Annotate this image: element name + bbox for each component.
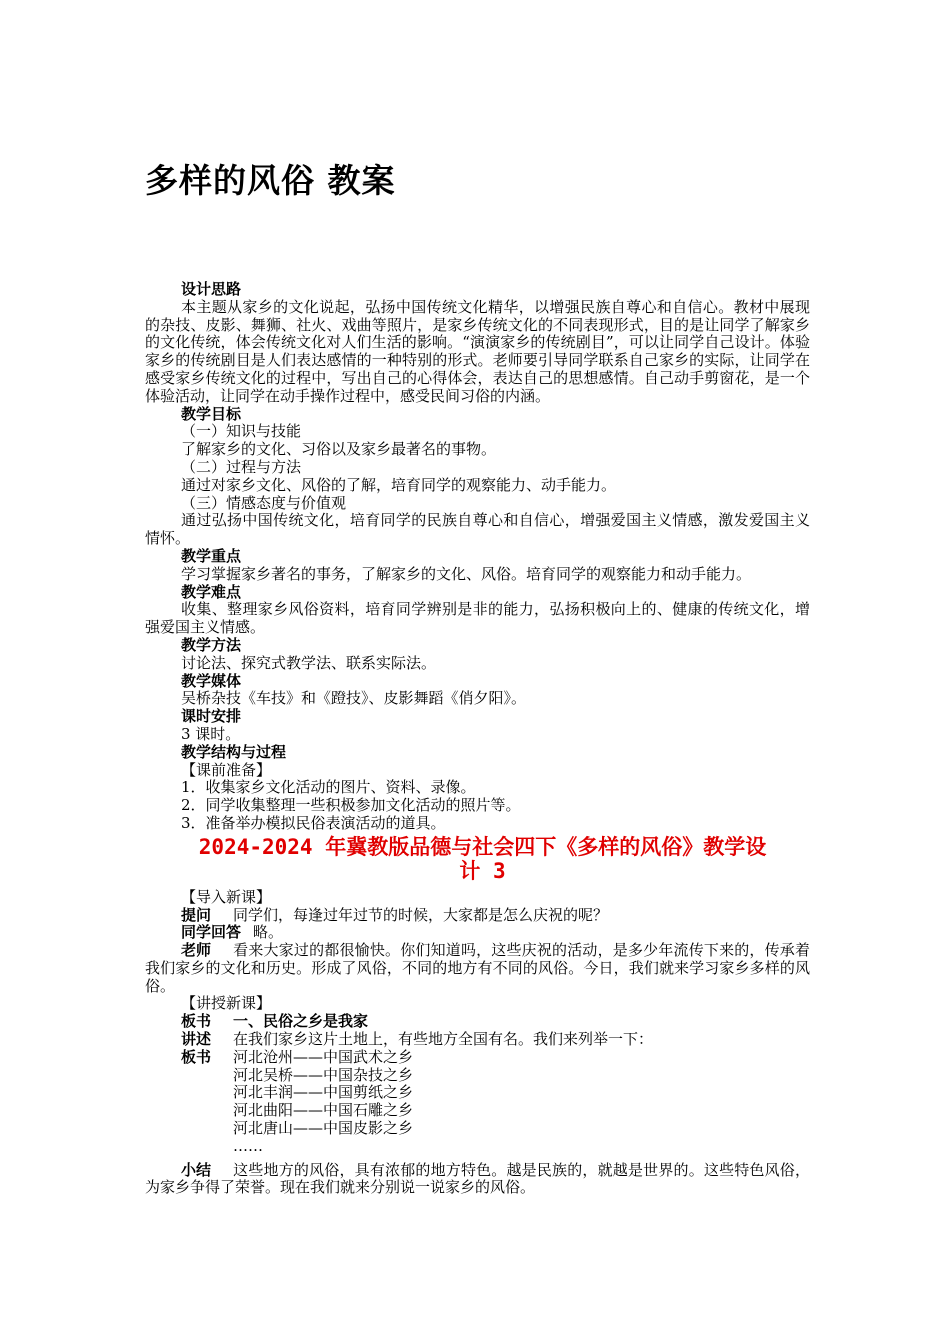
- difficulty-heading: 教学难点: [181, 582, 242, 601]
- board2-item: 河北曲阳——中国石雕之乡: [233, 1101, 414, 1120]
- media-heading: 教学媒体: [181, 671, 242, 690]
- prep-item: 1．收集家乡文化活动的图片、资料、录像。: [181, 778, 476, 797]
- intro-heading: 【导入新课】: [181, 887, 272, 906]
- goal2-title: （二）过程与方法: [181, 457, 302, 476]
- lecture-heading: 【讲授新课】: [181, 994, 272, 1013]
- explain-label: 讲述: [181, 1030, 212, 1049]
- ask-row: [145, 907, 810, 925]
- goal3-text: 通过弘扬中国传统文化，培育同学的民族自尊心和自信心，增强爱国主义情感，激发爱国主义情怀。: [145, 511, 810, 548]
- explain-row: [145, 1031, 810, 1049]
- document-body: [145, 281, 810, 1197]
- summary-label: 小结: [181, 1160, 212, 1179]
- goal1-title: （一）知识与技能: [181, 422, 302, 441]
- teacher-text: 看来大家过的都很愉快。你们知道吗，这些庆祝的活动，是多少年流传下来的，传承着我们家乡的文化和历史。形成了风俗，不同的地方有不同的风俗。今日，我们就来学习家乡多样的风俗。: [145, 941, 810, 995]
- teacher-label: 老师: [181, 941, 212, 960]
- answer-label: 同学回答: [181, 923, 242, 942]
- board2-item: ……: [233, 1136, 263, 1155]
- red-title-line1: 2024-2024 年冀教版品德与社会四下《多样的风俗》教学设: [198, 834, 767, 859]
- board2-item: 河北丰润——中国剪纸之乡: [233, 1083, 414, 1102]
- board2-item: 河北唐山——中国皮影之乡: [233, 1119, 414, 1138]
- board1-text: 一、民俗之乡是我家: [233, 1012, 369, 1031]
- board2-row: [145, 1049, 810, 1067]
- summary-text: 这些地方的风俗，具有浓郁的地方特色。越是民族的，就越是世界的。这些特色风俗，为家乡争得了荣誉。现在我们就来分别说一说家乡的风俗。: [145, 1160, 810, 1197]
- key-heading: 教学重点: [181, 546, 242, 565]
- prep-item: 2．同学收集整理一些积极参加文化活动的照片等。: [181, 796, 521, 815]
- red-title-line2: 计 3: [459, 858, 506, 883]
- media-text: 吴桥杂技《车技》和《蹬技》、皮影舞蹈《俏夕阳》。: [181, 689, 527, 708]
- key-text: 学习掌握家乡著名的事务，了解家乡的文化、风俗。培育同学的观察能力和动手能力。: [181, 564, 752, 583]
- board1-row: [145, 1013, 810, 1031]
- difficulty-text: 收集、整理家乡风俗资料，培育同学辨别是非的能力，弘扬积极向上的、健康的传统文化，增强爱国主义情感。: [145, 600, 810, 637]
- structure-heading: 教学结构与过程: [181, 742, 287, 761]
- design-text: 本主题从家乡的文化说起，弘扬中国传统文化精华，以增强民族自尊心和自信心。教材中展现的杂技、皮影、舞狮、社火、戏曲等照片，是家乡传统文化的不同表现形式，目的是让同学了解家乡的文化传统，体会传统文化对人们生活的影响。“演演家乡的传统剧目”，可以让同学自己设计。体验家乡的传统剧目是人们表达感情的一种特别的形式。老师要引导同学联系自己家乡的实际，让同学在感受家乡传统文化的过程中，写出自己的心得体会，表达自己的思想感情。自己动手剪窗花，是一个体验活动，让同学在动手操作过程中，感受民间习俗的内涵。: [145, 297, 810, 405]
- goal3-title: （三）情感态度与价值观: [181, 493, 347, 512]
- page-title: 多样的风俗 教案: [145, 161, 396, 200]
- design-heading: 设计思路: [181, 280, 242, 298]
- board2-item: 河北沧州——中国武术之乡: [233, 1047, 414, 1066]
- board2-label: 板书: [181, 1047, 212, 1066]
- goal2-text: 通过对家乡文化、风俗的了解，培育同学的观察能力、动手能力。: [181, 475, 617, 494]
- goal1-text: 了解家乡的文化、习俗以及家乡最著名的事物。: [181, 440, 497, 459]
- summary-paragraph: [145, 1162, 810, 1198]
- answer-text: 略。: [253, 923, 284, 942]
- hours-text: 3 课时。: [181, 724, 241, 743]
- red-banner-title: [145, 835, 810, 883]
- prep-heading: 【课前准备】: [181, 760, 272, 779]
- board2-item: 河北吴桥——中国杂技之乡: [233, 1065, 414, 1084]
- ask-label: 提问: [181, 905, 212, 924]
- answer-row: [145, 924, 810, 942]
- prep-item: 3．准备举办模拟民俗表演活动的道具。: [181, 813, 446, 832]
- board1-label: 板书: [181, 1012, 212, 1031]
- explain-text: 在我们家乡这片土地上，有些地方全国有名。我们来列举一下：: [233, 1030, 654, 1049]
- ask-text: 同学们，每逢过年过节的时候，大家都是怎么庆祝的呢？: [233, 905, 609, 924]
- goals-heading: 教学目标: [181, 404, 242, 423]
- hours-heading: 课时安排: [181, 707, 242, 726]
- method-heading: 教学方法: [181, 635, 242, 654]
- method-text: 讨论法、探究式教学法、联系实际法。: [181, 653, 437, 672]
- teacher-paragraph: [145, 942, 810, 995]
